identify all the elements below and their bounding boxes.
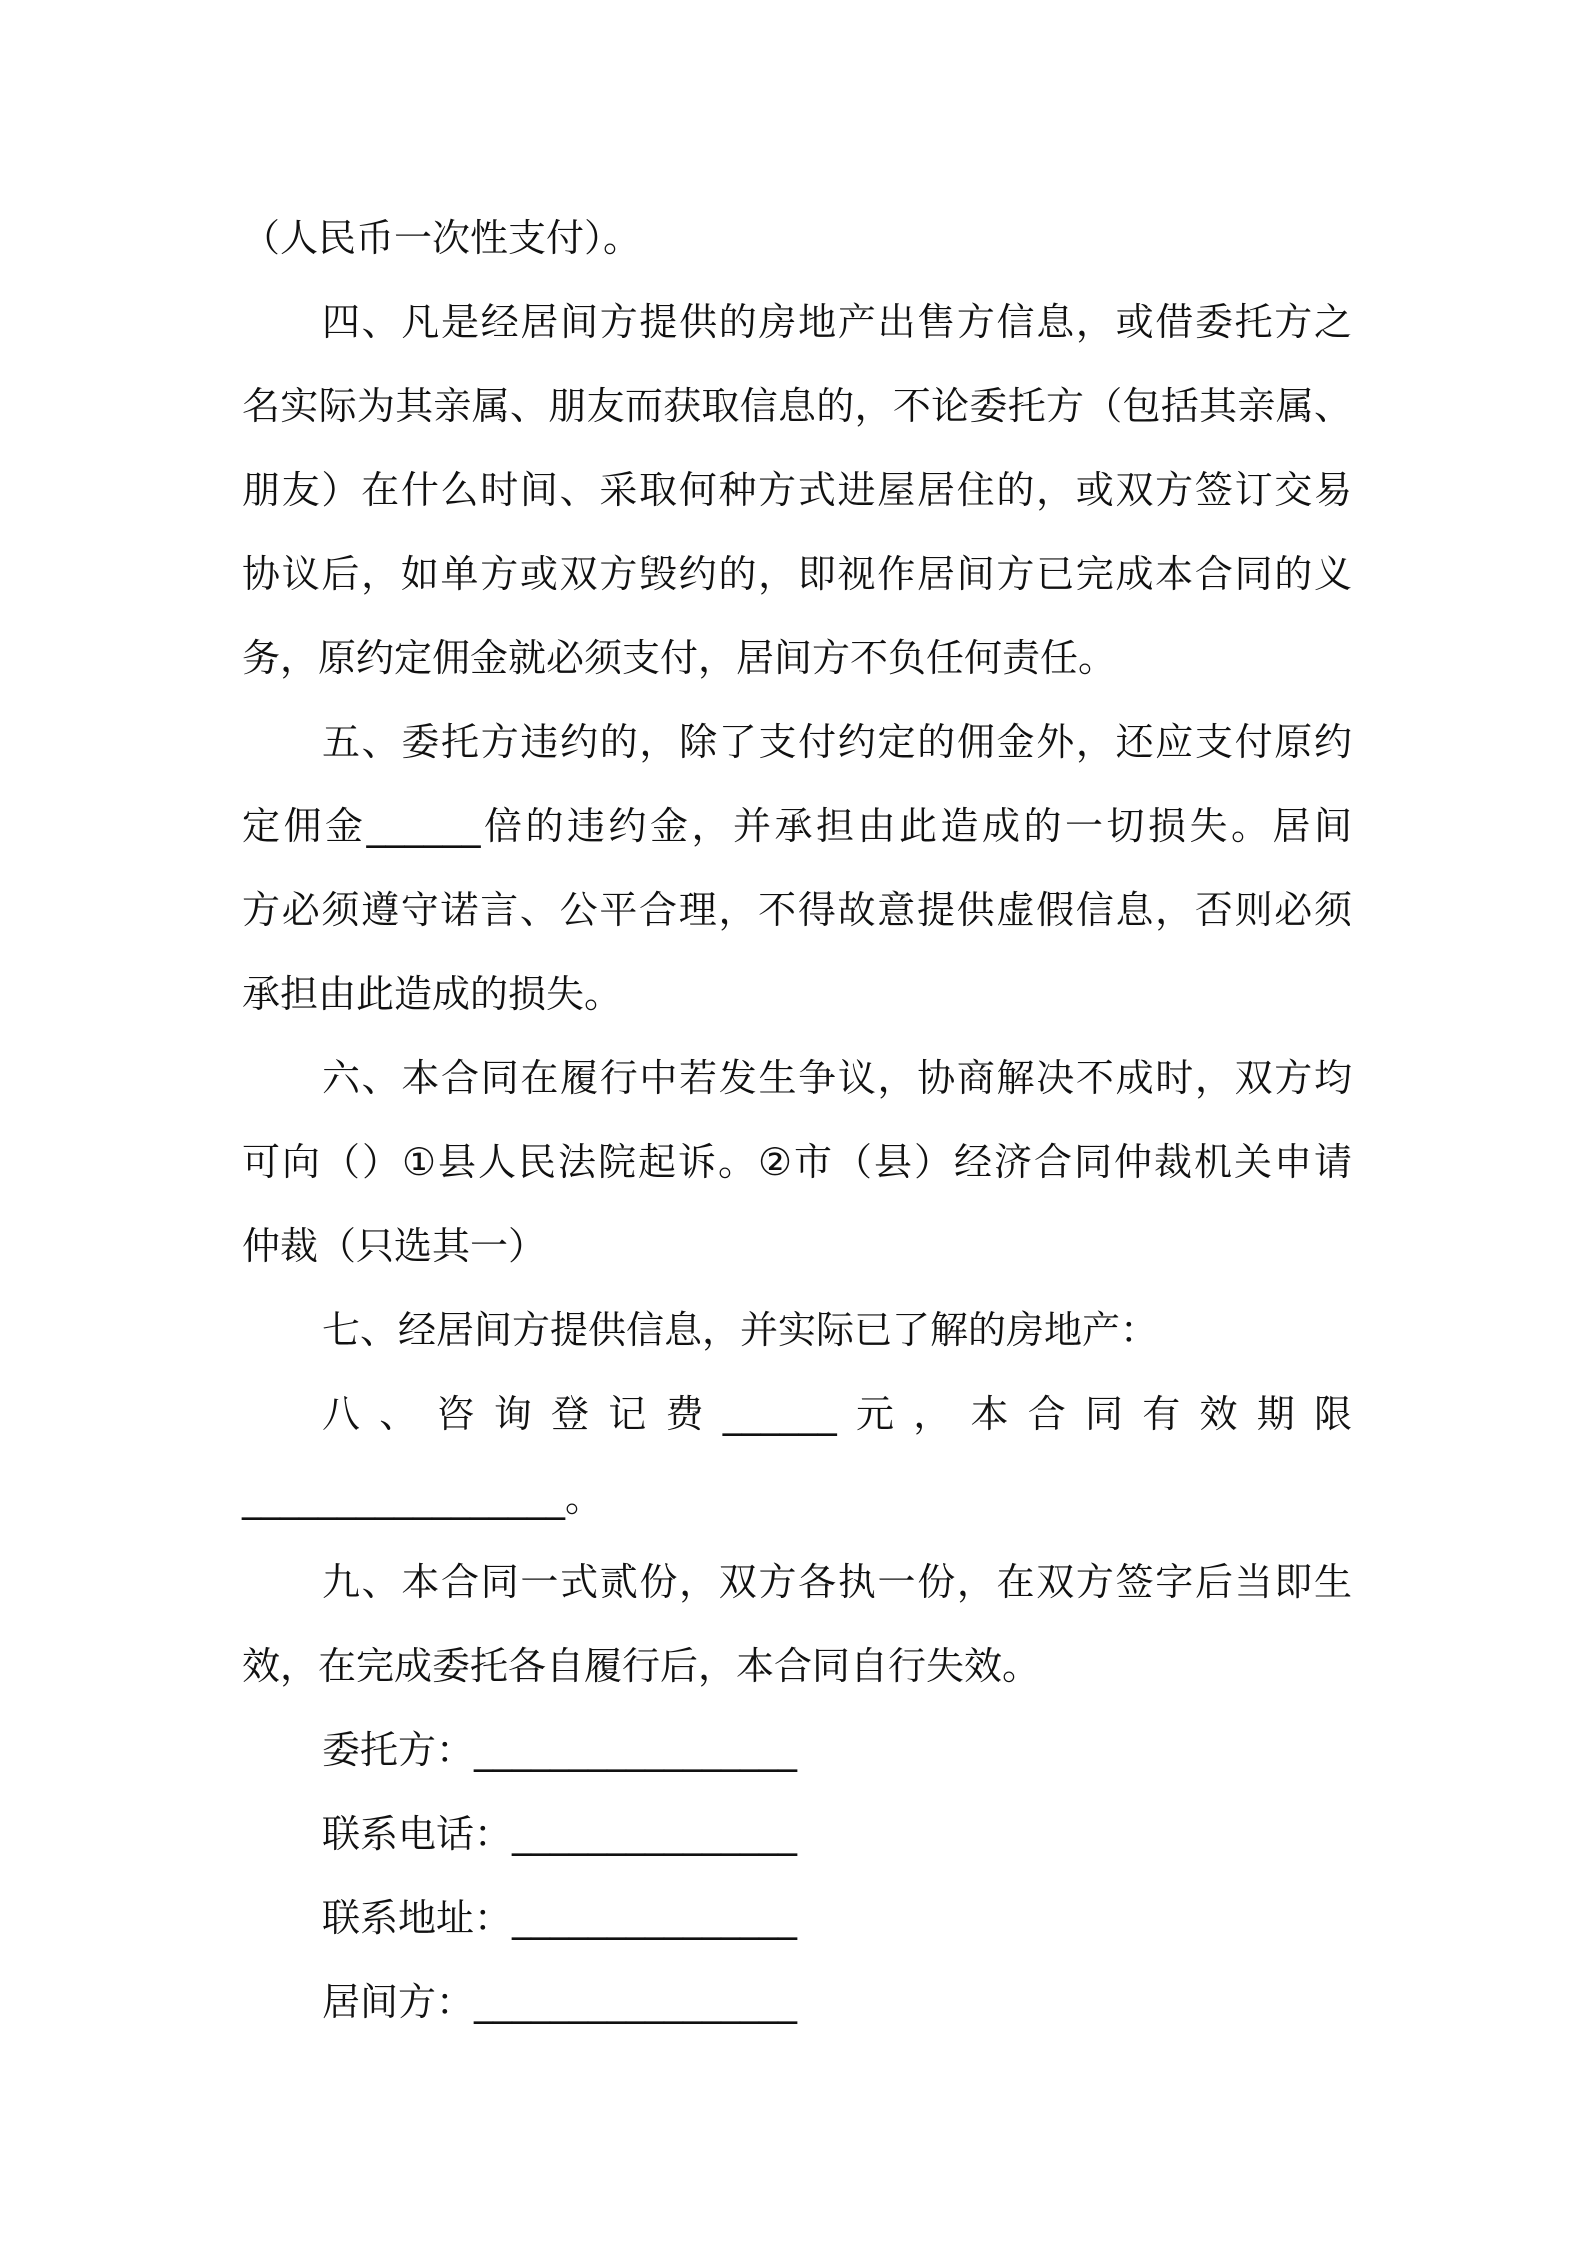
text-line: 朋友）在什么时间、采取何种方式进屋居住的，或双方签订交易 bbox=[242, 468, 1352, 512]
text-line: 仲裁（只选其一） bbox=[242, 1224, 547, 1268]
signature-label: 委托方： bbox=[322, 1728, 475, 1772]
text-line: 方必须遵守诺言、公平合理，不得故意提供虚假信息，否则必须 bbox=[242, 888, 1352, 932]
text-line: 可向（）①县人民法院起诉。②市（县）经济合同仲裁机关申请 bbox=[242, 1140, 1352, 1184]
text-line: 务，原约定佣金就必须支付，居间方不负任何责任。 bbox=[242, 636, 1117, 680]
text-line: 名实际为其亲属、朋友而获取信息的，不论委托方（包括其亲属、 bbox=[242, 384, 1352, 428]
signature-blank: _________________ bbox=[474, 1980, 798, 2024]
text-line: 效，在完成委托各自履行后，本合同自行失效。 bbox=[242, 1644, 1041, 1688]
signature-client bbox=[242, 1708, 1352, 1792]
text-line: _________________。 bbox=[242, 1476, 604, 1520]
clause-5-line: 五、委托方违约的，除了支付约定的佣金外，还应支付原约 bbox=[322, 720, 1352, 764]
clause-6-line: 六、本合同在履行中若发生争议，协商解决不成时，双方均 bbox=[322, 1056, 1352, 1100]
signature-address bbox=[242, 1876, 1352, 1960]
signature-label: 居间方： bbox=[322, 1980, 475, 2024]
signature-blank: _________________ bbox=[474, 1728, 798, 1772]
clause-4-line: 四、凡是经居间方提供的房地产出售方信息，或借委托方之 bbox=[322, 300, 1352, 344]
contract-page bbox=[242, 196, 1352, 2044]
signature-phone bbox=[242, 1792, 1352, 1876]
clause-9-line: 九、本合同一式贰份，双方各执一份，在双方签字后当即生 bbox=[322, 1560, 1352, 1604]
signature-label: 联系电话： bbox=[322, 1812, 513, 1856]
clause-7-line: 七、经居间方提供信息，并实际已了解的房地产： bbox=[322, 1308, 1159, 1352]
text-line: （人民币一次性支付）。 bbox=[242, 216, 642, 260]
signature-blank: _______________ bbox=[512, 1896, 798, 1940]
clause-8-line: 八、咨询登记费______元，本合同有效期限 bbox=[322, 1392, 1352, 1436]
text-line: 协议后，如单方或双方毁约的，即视作居间方已完成本合同的义 bbox=[242, 552, 1352, 596]
signature-label: 联系地址： bbox=[322, 1896, 513, 1940]
signature-broker bbox=[242, 1960, 1352, 2044]
signature-blank: _______________ bbox=[512, 1812, 798, 1856]
text-line: 定佣金______倍的违约金，并承担由此造成的一切损失。居间 bbox=[242, 804, 1352, 848]
text-line: 承担由此造成的损失。 bbox=[242, 972, 623, 1016]
